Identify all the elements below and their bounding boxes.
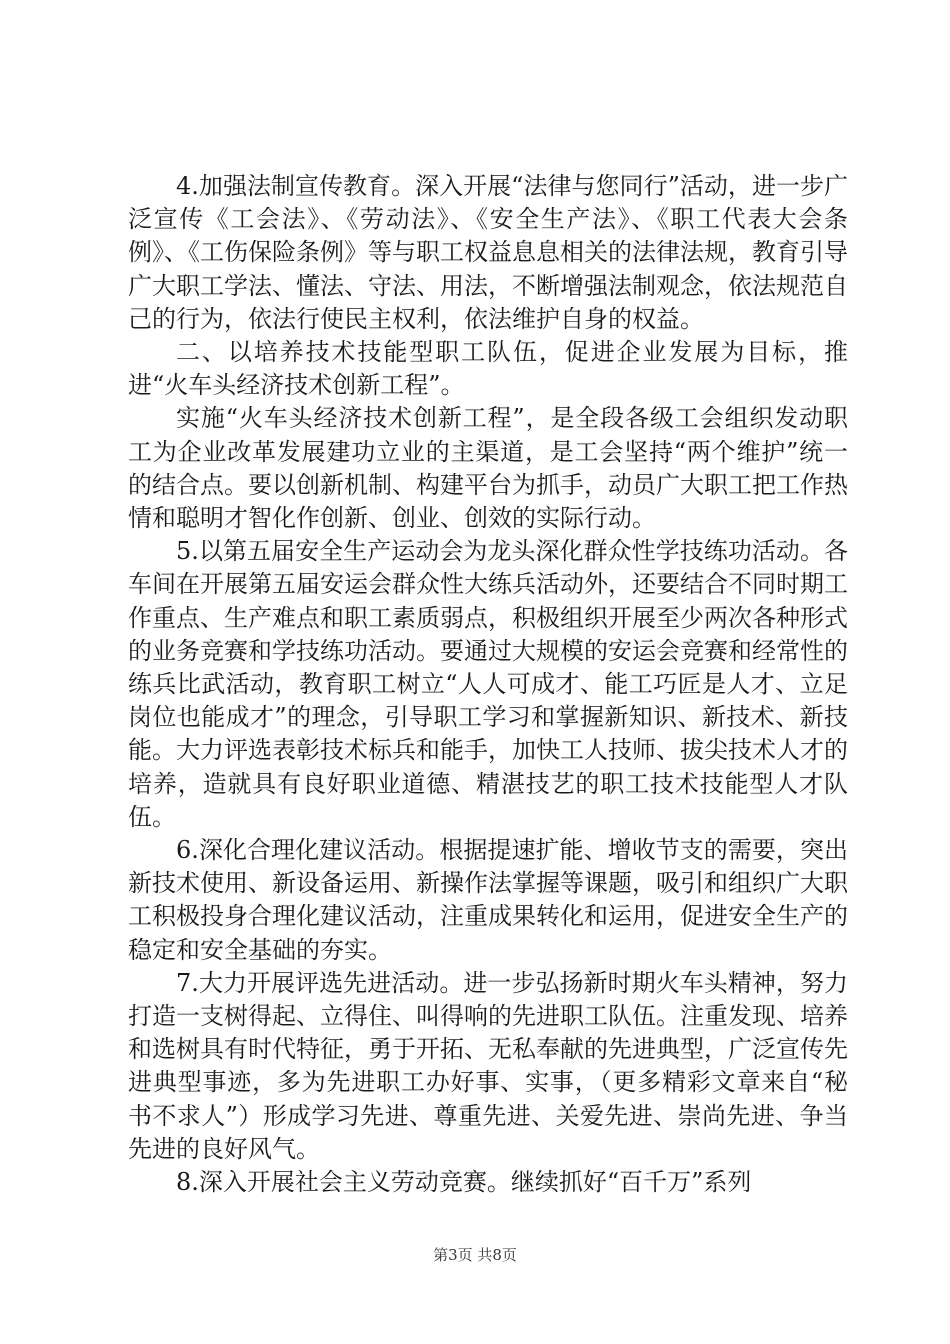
paragraph-safety-games: 5.以第五届安全生产运动会为龙头深化群众性学技练功活动。各车间在开展第五届安运会群众性大练兵活动外，还要结合不同时期工作重点、生产难点和职工素质弱点，积极组织开展至少两次各种形式的业务竞赛和学技练功活动。要通过大规模的安运会竞赛和经常性的练兵比武活动，教育职工树立“人人可成才、能工巧匠是人才、立足岗位也能成才”的理念，引导职工学习和掌握新知识、新技术、新技能。大力评选表彰技术标兵和能手，加快工人技师、拔尖技术人才的培养，造就具有良好职业道德、精湛技艺的职工技术技能型人才队伍。 [128,537,848,831]
paragraph-advanced-selection: 7.大力开展评选先进活动。进一步弘扬新时期火车头精神，努力打造一支树得起、立得住、叫得响的先进职工队伍。注重发现、培养和选树具有时代特征，勇于开拓、无私奉献的先进典型，广泛宣传先进典型事迹，多为先进职工办好事、实事，（更多精彩文章来自“秘书不求人”）形成学习先进、尊重先进、关爱先进、崇尚先进、争当先进的良好风气。 [128,968,848,1163]
paragraph-rational-suggestions: 6.深化合理化建议活动。根据提速扩能、增收节支的需要，突出新技术使用、新设备运用、新操作法掌握等课题，吸引和组织广大职工积极投身合理化建议活动，注重成果转化和运用，促进安全生产的稳定和安全基础的夯实。 [128,836,848,964]
paragraph-legal-education: 4.加强法制宣传教育。深入开展“法律与您同行”活动，进一步广泛宣传《工会法》、《劳动法》、《安全生产法》、《职工代表大会条例》、《工伤保险条例》等与职工权益息息相关的法律法规，教育引导广大职工学法、懂法、守法、用法，不断增强法制观念，依法规范自己的行为，依法行使民主权利，依法维护自身的权益。 [128,172,848,333]
paragraph-innovation-project: 实施“火车头经济技术创新工程”，是全段各级工会组织发动职工为企业改革发展建功立业的主渠道，是工会坚持“两个维护”统一的结合点。要以创新机制、构建平台为抓手，动员广大职工把工作热情和聪明才智化作创新、创业、创效的实际行动。 [128,404,848,533]
document-body [128,170,848,1199]
page-footer: 第3页 共8页 [433,1246,517,1264]
paragraph-labor-competition: 8.深入开展社会主义劳动竞赛。继续抓好“百千万”系列 [176,1168,752,1197]
section-heading-two: 二、以培养技术技能型职工队伍，促进企业发展为目标，推进“火车头经济技术创新工程”。 [128,338,848,400]
